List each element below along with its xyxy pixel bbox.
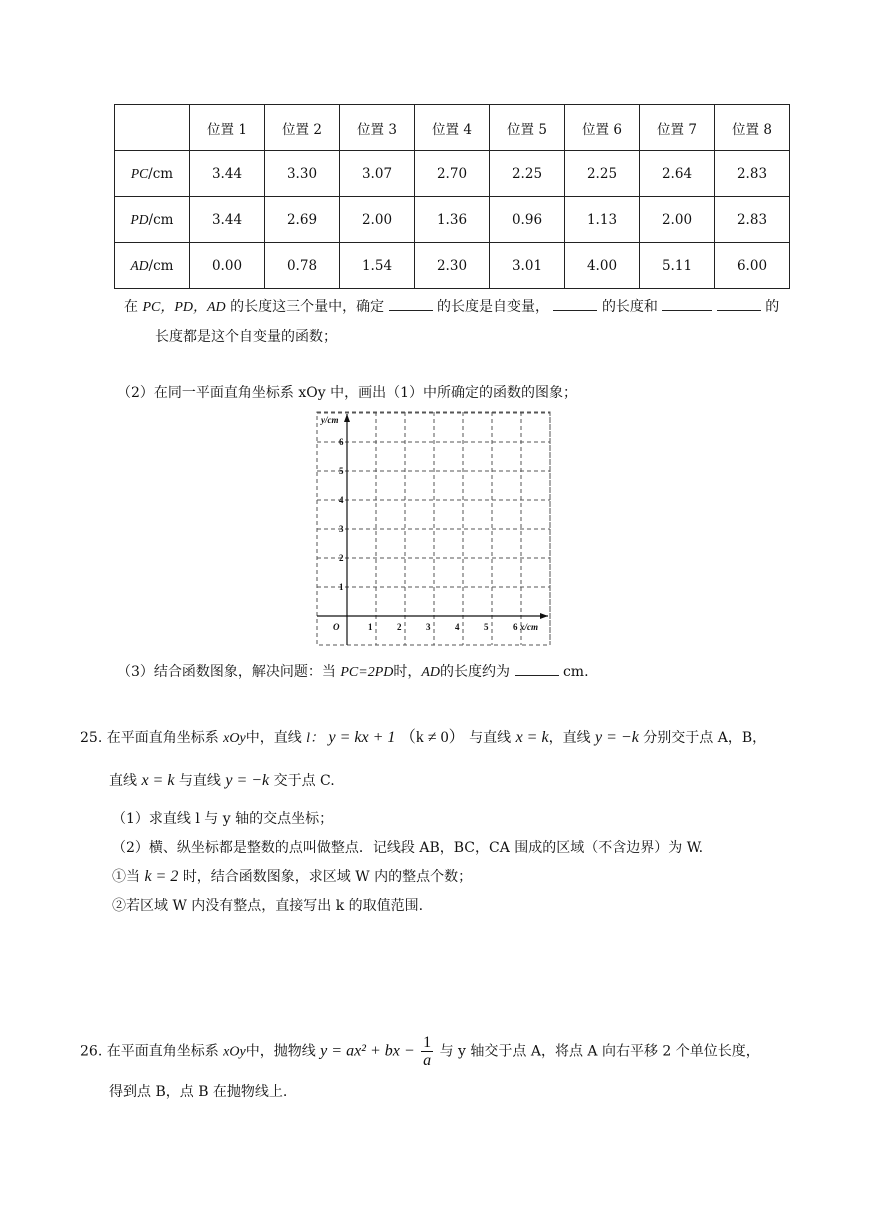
row-label (115, 151, 190, 197)
row-label (115, 197, 190, 243)
q1-line1: 在 PC，PD，AD 的长度这三个量中，确定 的长度是自变量， 的长度和 的 (124, 296, 779, 316)
table-cell: 2.00 (340, 197, 415, 243)
y-tick-label: 6 (339, 437, 344, 447)
x-tick-label: 3 (426, 622, 431, 632)
answer-blank[interactable] (717, 296, 761, 311)
x-tick-label: 1 (368, 622, 373, 632)
answer-blank[interactable] (553, 296, 597, 311)
table-row (115, 151, 790, 197)
row-label-variable: PC (130, 165, 149, 181)
table-cell: 3.07 (340, 151, 415, 197)
answer-blank[interactable] (389, 296, 433, 311)
row-label-variable: AD (130, 257, 149, 273)
table-cell: 4.00 (565, 243, 640, 289)
x-tick-label: 4 (455, 622, 460, 632)
table-cell: 2.25 (490, 151, 565, 197)
table-cell: 1.54 (340, 243, 415, 289)
table-cell: 2.25 (565, 151, 640, 197)
q25-line1: 25. 在平面直角坐标系 xOy中，直线 l： y = kx + 1 （k ≠ 0） 与直线 x = k，直线 y = −k 分别交于点 A，B， (80, 729, 767, 746)
table-cell: 1.13 (565, 197, 640, 243)
origin-label: O (333, 622, 340, 632)
q25-sub3: ①当 k = 2 时，结合函数图象，求区域 W 内的整点个数； (112, 868, 473, 885)
q25-line2: 直线 x = k 与直线 y = −k 交于点 C. (109, 772, 335, 789)
answer-blank[interactable] (662, 296, 712, 311)
row-label-unit: /cm (148, 257, 174, 274)
table-cell: 2.30 (415, 243, 490, 289)
table-cell: 6.00 (715, 243, 790, 289)
table-header-cell: 位置 6 (565, 105, 640, 151)
q25-sub2: （2）横、纵坐标都是整数的点叫做整点．记线段 AB，BC，CA 围成的区域（不含边界）为 W. (112, 840, 704, 856)
y-tick-label: 4 (339, 495, 344, 505)
table-cell: 1.36 (415, 197, 490, 243)
table-cell: 5.11 (640, 243, 715, 289)
table-header-cell: 位置 1 (190, 105, 265, 151)
table-row (115, 197, 790, 243)
row-label-variable: PD (130, 211, 149, 227)
x-axis-label: x/cm (520, 622, 538, 632)
table-header-row (115, 105, 790, 151)
table-cell: 2.83 (715, 197, 790, 243)
table-cell: 0.78 (265, 243, 340, 289)
table-cell: 3.01 (490, 243, 565, 289)
table-cell: 3.44 (190, 151, 265, 197)
q2-text: （2）在同一平面直角坐标系 xOy 中，画出（1）中所确定的函数的图象； (117, 385, 577, 401)
coordinate-grid (316, 411, 552, 647)
table-cell: 2.83 (715, 151, 790, 197)
y-tick-label: 1 (339, 582, 344, 592)
table-header-cell: 位置 4 (415, 105, 490, 151)
row-label-unit: /cm (148, 165, 174, 182)
y-axis-arrow-icon (344, 414, 350, 422)
y-axis-label: y/cm (321, 415, 339, 425)
table-cell: 3.44 (190, 197, 265, 243)
x-axis-arrow-icon (540, 613, 548, 619)
table-cell: 0.00 (190, 243, 265, 289)
table-row (115, 243, 790, 289)
q26-line1: 26. 在平面直角坐标系 xOy中，抛物线 y = ax² + bx − $\frac{1}{a}$ 与 y 轴交于点 A，将点 A 向右平移 2 个单位长度， (80, 1034, 760, 1069)
table-cell: 2.00 (640, 197, 715, 243)
data-table (114, 104, 790, 289)
table-header-cell: 位置 3 (340, 105, 415, 151)
row-label-unit: /cm (148, 211, 174, 228)
answer-blank[interactable] (515, 661, 559, 676)
x-tick-label: 6 (513, 622, 518, 632)
table-cell: 2.64 (640, 151, 715, 197)
table-header-cell: 位置 5 (490, 105, 565, 151)
x-tick-label: 2 (397, 622, 402, 632)
q25-sub1: （1）求直线 l 与 y 轴的交点坐标； (112, 811, 334, 827)
q3-text: （3）结合函数图象，解决问题：当 PC=2PD时，AD的长度约为 cm. (117, 661, 589, 681)
q26-line2: 得到点 B，点 B 在抛物线上. (109, 1084, 288, 1100)
q1-line2: 长度都是这个自变量的函数； (155, 329, 337, 345)
table-header-cell: 位置 7 (640, 105, 715, 151)
table-cell: 0.96 (490, 197, 565, 243)
y-tick-label: 2 (339, 553, 344, 563)
y-tick-label: 5 (339, 466, 344, 476)
table-cell: 3.30 (265, 151, 340, 197)
table-header-cell: 位置 8 (715, 105, 790, 151)
row-label (115, 243, 190, 289)
y-tick-label: 3 (339, 524, 344, 534)
fraction: $\frac{1}{a}$ (423, 1034, 432, 1069)
table-corner-cell (115, 105, 190, 151)
table-cell: 2.69 (265, 197, 340, 243)
table-cell: 2.70 (415, 151, 490, 197)
x-tick-label: 5 (484, 622, 489, 632)
table-header-cell: 位置 2 (265, 105, 340, 151)
q25-sub4: ②若区域 W 内没有整点，直接写出 k 的取值范围. (112, 898, 424, 914)
